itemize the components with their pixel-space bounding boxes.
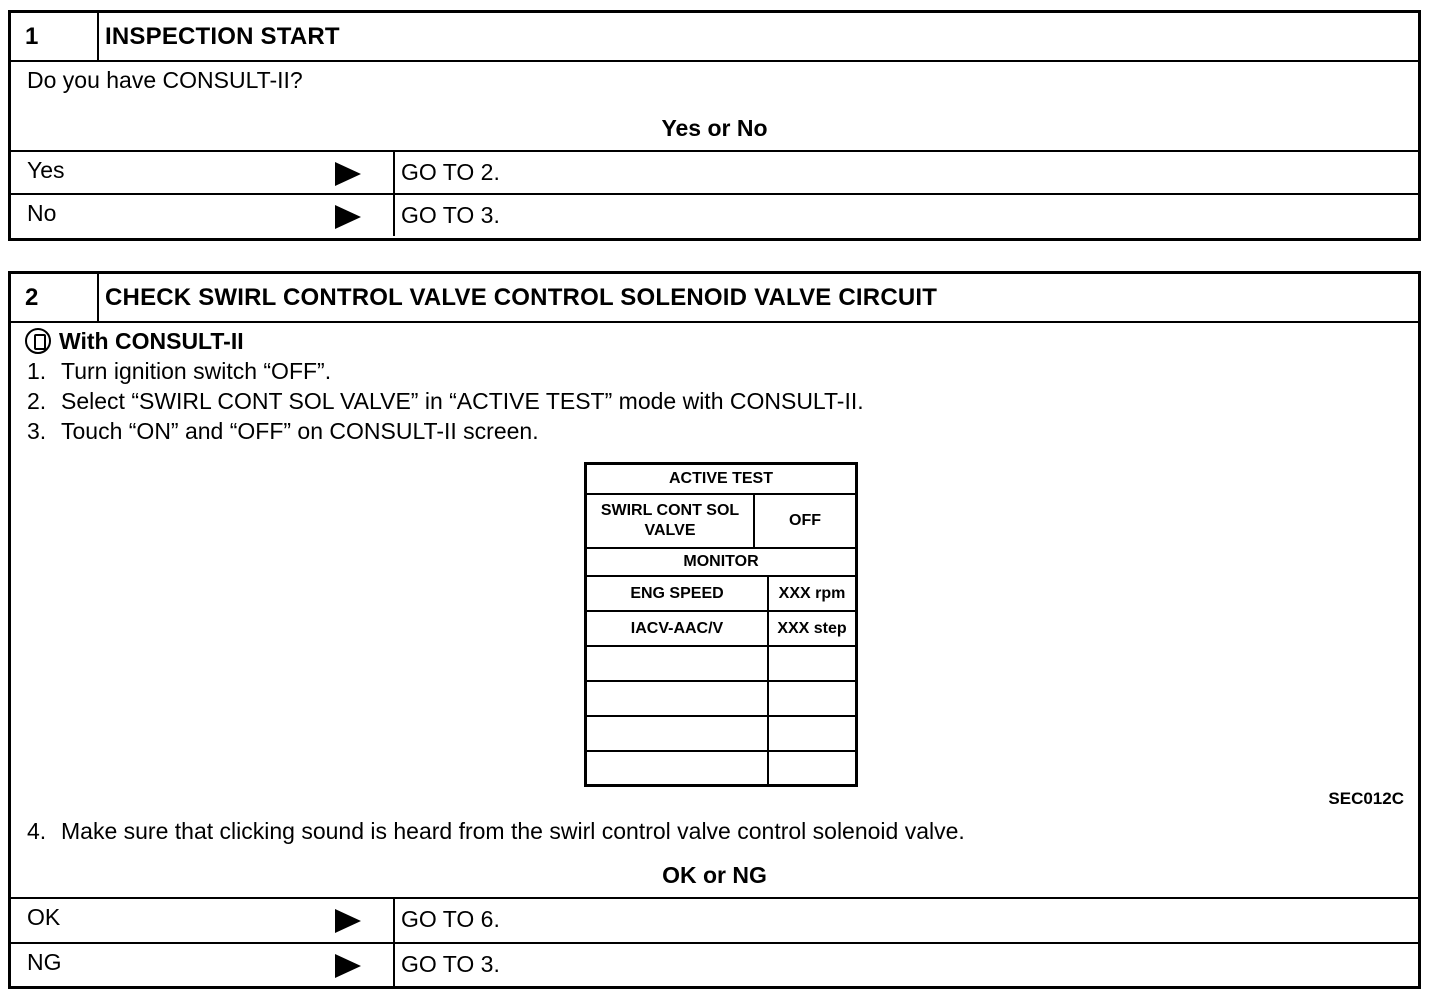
consult-screen-figure bbox=[584, 462, 858, 787]
active-test-item-row bbox=[587, 495, 855, 549]
monitor-item-empty bbox=[587, 682, 769, 715]
active-test-header-row bbox=[587, 465, 855, 495]
branch-table bbox=[11, 897, 1418, 987]
arrow-right-icon bbox=[335, 162, 361, 186]
monitor-header: MONITOR bbox=[683, 553, 759, 570]
branch-label: Yes bbox=[27, 157, 65, 183]
branch-label: OK bbox=[27, 904, 61, 930]
step-index: 2. bbox=[27, 388, 47, 414]
monitor-value: XXX step bbox=[777, 619, 847, 637]
procedure-step bbox=[27, 416, 864, 446]
active-test-header: ACTIVE TEST bbox=[668, 470, 773, 487]
monitor-item-empty bbox=[587, 752, 769, 784]
branch-row-no bbox=[11, 193, 1418, 236]
procedure-step bbox=[27, 816, 965, 846]
branch-row-ng bbox=[11, 942, 1418, 987]
branch-table bbox=[11, 150, 1418, 236]
step-number: 1 bbox=[11, 13, 99, 60]
consult-heading-label: With CONSULT-II bbox=[59, 328, 244, 354]
monitor-row-empty bbox=[587, 752, 855, 784]
branch-label: NG bbox=[27, 949, 62, 975]
monitor-item-empty bbox=[587, 647, 769, 680]
branch-result: GO TO 3. bbox=[401, 951, 500, 977]
arrow-right-icon bbox=[335, 954, 361, 978]
step-text: Make sure that clicking sound is heard from the swirl control valve control solenoid valve. bbox=[61, 818, 965, 844]
monitor-row-empty bbox=[587, 647, 855, 682]
branch-row-ok bbox=[11, 897, 1418, 942]
branch-result: GO TO 2. bbox=[401, 159, 500, 185]
step-1-header bbox=[11, 13, 1418, 62]
branch-condition bbox=[11, 899, 395, 942]
active-test-value: OFF bbox=[789, 512, 821, 529]
step-index: 3. bbox=[27, 418, 47, 444]
step-text: Select “SWIRL CONT SOL VALVE” in “ACTIVE TEST” mode with CONSULT-II. bbox=[61, 388, 864, 414]
monitor-row-empty bbox=[587, 682, 855, 717]
branch-condition bbox=[11, 152, 395, 193]
branch-result: GO TO 6. bbox=[401, 906, 500, 932]
branch-condition bbox=[11, 944, 395, 987]
procedure-step bbox=[27, 356, 864, 386]
question-text: Do you have CONSULT-II? bbox=[27, 67, 303, 93]
step-index: 4. bbox=[27, 818, 47, 844]
step-2-header bbox=[11, 274, 1418, 323]
choice-heading: Yes or No bbox=[661, 115, 768, 141]
step-number: 2 bbox=[11, 274, 99, 321]
branch-label: No bbox=[27, 200, 57, 226]
arrow-right-icon bbox=[335, 909, 361, 933]
monitor-item: IACV-AAC/V bbox=[587, 612, 769, 645]
monitor-row bbox=[587, 612, 855, 647]
active-test-item: SWIRL CONT SOL VALVE bbox=[587, 495, 755, 547]
step-title: CHECK SWIRL CONTROL VALVE CONTROL SOLENOID VALVE CIRCUIT bbox=[105, 284, 938, 311]
branch-result: GO TO 3. bbox=[401, 202, 500, 228]
step-index: 1. bbox=[27, 358, 47, 384]
procedure-steps bbox=[27, 356, 864, 446]
step-2-box bbox=[8, 271, 1421, 989]
step-title: INSPECTION START bbox=[105, 23, 340, 50]
monitor-item: ENG SPEED bbox=[587, 577, 769, 610]
figure-code: SEC012C bbox=[1328, 789, 1404, 808]
step-1-box bbox=[8, 10, 1421, 241]
arrow-right-icon bbox=[335, 205, 361, 229]
branch-row-yes bbox=[11, 150, 1418, 193]
step-text: Touch “ON” and “OFF” on CONSULT-II screen. bbox=[61, 418, 539, 444]
monitor-row bbox=[587, 577, 855, 612]
monitor-row-empty bbox=[587, 717, 855, 752]
choice-heading: OK or NG bbox=[662, 862, 767, 888]
monitor-value: XXX rpm bbox=[778, 584, 846, 602]
procedure-step bbox=[27, 386, 864, 416]
consult-tool-icon bbox=[25, 328, 51, 354]
consult-heading bbox=[25, 326, 244, 356]
monitor-item-empty bbox=[587, 717, 769, 750]
monitor-header-row bbox=[587, 549, 855, 577]
step-text: Turn ignition switch “OFF”. bbox=[61, 358, 332, 384]
branch-condition bbox=[11, 195, 395, 236]
